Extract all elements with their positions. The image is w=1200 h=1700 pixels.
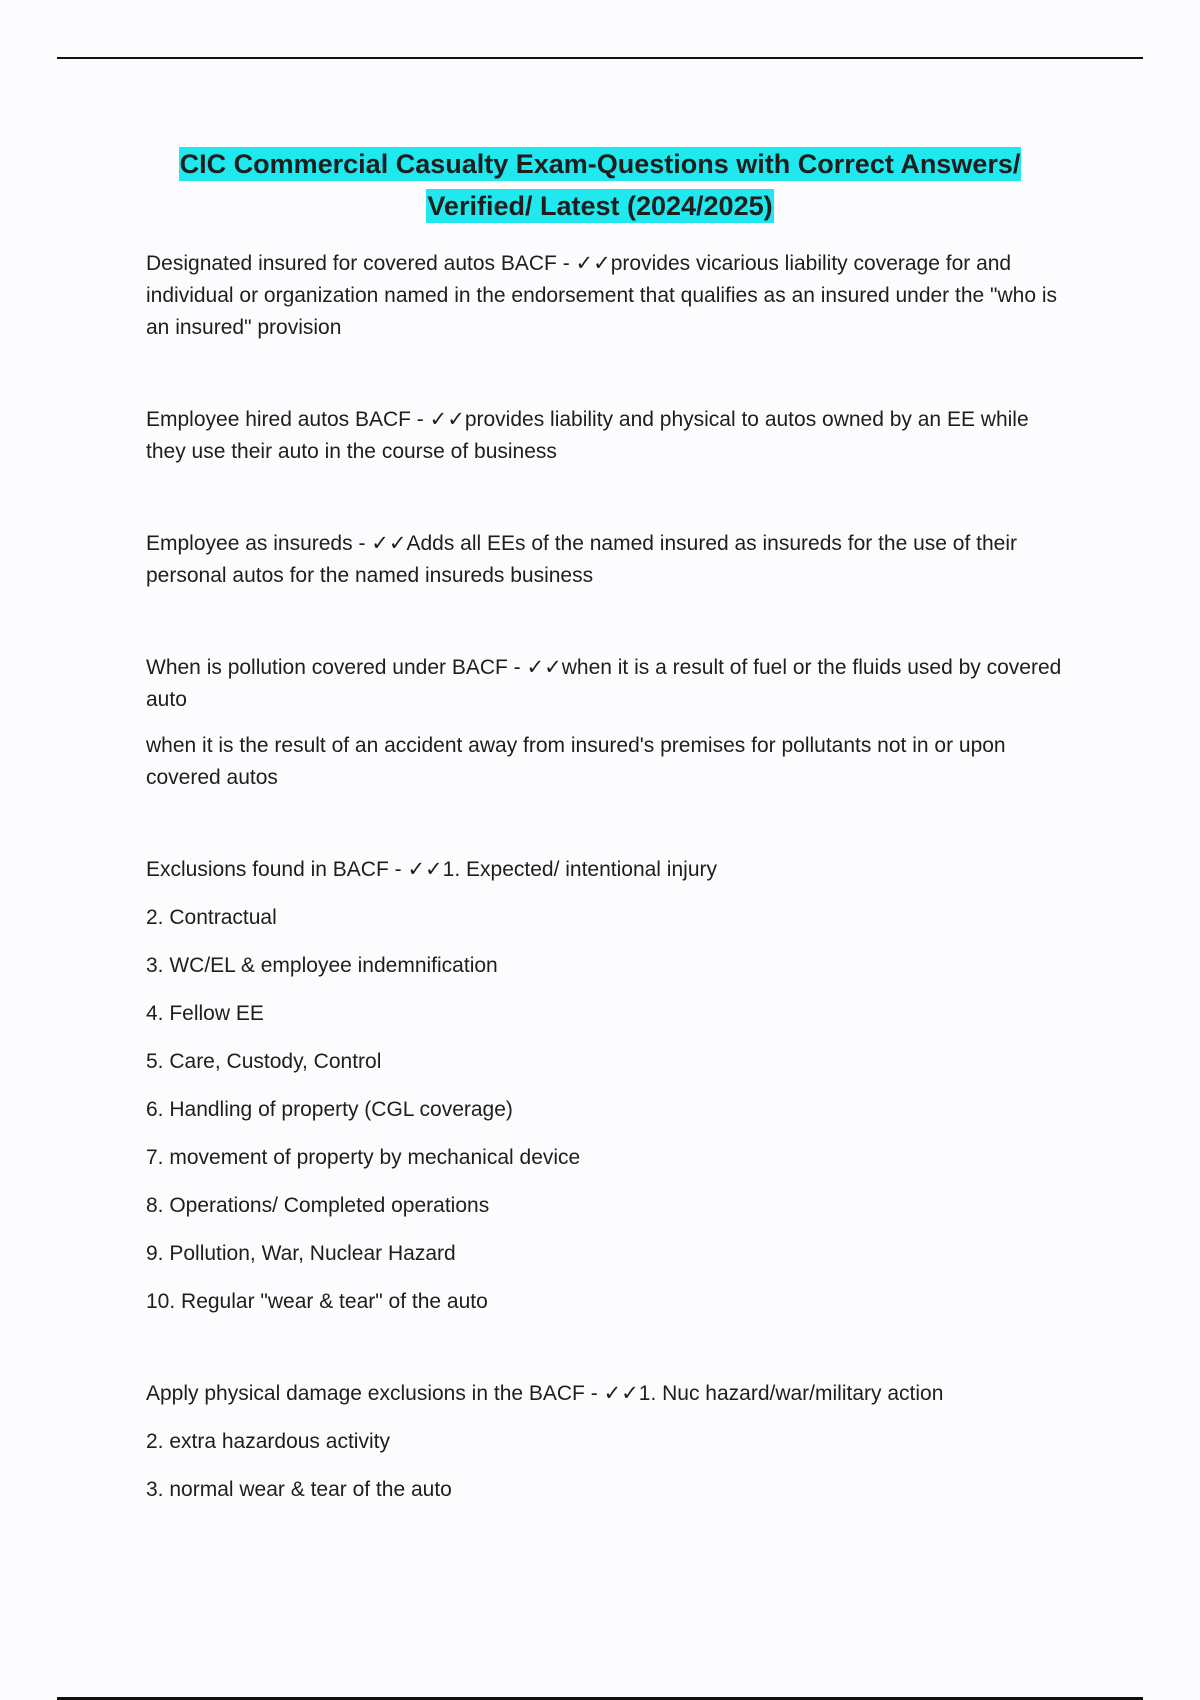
check-icon: ✓✓ (526, 656, 562, 679)
qa-entry (146, 652, 1066, 794)
list-item: 8. Operations/ Completed operations (146, 1194, 490, 1217)
list-item: 6. Handling of property (CGL coverage) (146, 1098, 513, 1121)
answer-text: when it is a result of fuel or the fluids used by covered auto (146, 656, 1062, 711)
qa-entry (146, 404, 1066, 468)
list-item: 9. Pollution, War, Nuclear Hazard (146, 1242, 456, 1265)
document-body (146, 248, 1066, 1566)
check-icon: ✓✓ (371, 532, 407, 555)
question-text: When is pollution covered under BACF - (146, 656, 527, 679)
qa-text (146, 404, 1066, 468)
question-text: Exclusions found in BACF - (146, 858, 408, 881)
question-text: Employee hired autos BACF - (146, 408, 430, 431)
qa-entry (146, 1378, 1066, 1506)
list-item: 3. normal wear & tear of the auto (146, 1478, 452, 1501)
answer-text: 1. Expected/ intentional injury (442, 858, 717, 881)
answer-text: 1. Nuc hazard/war/military action (638, 1382, 944, 1405)
qa-text (146, 1378, 1066, 1410)
qa-entry (146, 248, 1066, 344)
answer-continuation: when it is the result of an accident away from insured's premises for pollutants not in or upon covered autos (146, 734, 1006, 789)
list-item: 3. WC/EL & employee indemnification (146, 954, 498, 977)
check-icon: ✓✓ (575, 252, 611, 275)
check-icon: ✓✓ (603, 1382, 639, 1405)
qa-entry (146, 528, 1066, 592)
qa-text (146, 854, 1066, 886)
answer-text: provides liability and physical to autos owned by an EE while they use their auto in the course of business (146, 408, 1029, 463)
question-text: Employee as insureds - (146, 532, 372, 555)
question-text: Designated insured for covered autos BACF - (146, 252, 576, 275)
check-icon: ✓✓ (407, 858, 443, 881)
qa-text (146, 248, 1066, 344)
question-text: Apply physical damage exclusions in the BACF - (146, 1382, 604, 1405)
list-item: 7. movement of property by mechanical device (146, 1146, 581, 1169)
document-title (100, 143, 1100, 227)
title-line-1: CIC Commercial Casualty Exam-Questions with Correct Answers/ (179, 149, 1021, 179)
list-item: 2. extra hazardous activity (146, 1430, 390, 1453)
list-item: 2. Contractual (146, 906, 277, 929)
top-rule (57, 57, 1143, 59)
list-item: 5. Care, Custody, Control (146, 1050, 382, 1073)
answer-text: Adds all EEs of the named insured as insureds for the use of their personal autos for the named insureds business (146, 532, 1017, 587)
list-item: 10. Regular "wear & tear" of the auto (146, 1290, 488, 1313)
title-line-2: Verified/ Latest (2024/2025) (427, 191, 773, 221)
list-item: 4. Fellow EE (146, 1002, 264, 1025)
check-icon: ✓✓ (429, 408, 465, 431)
qa-text (146, 652, 1066, 716)
qa-text (146, 528, 1066, 592)
answer-text: provides vicarious liability coverage for and individual or organization named in the endorsement that qualifies as an insured under the "who is an insured" provision (146, 252, 1058, 339)
qa-entry (146, 854, 1066, 1318)
